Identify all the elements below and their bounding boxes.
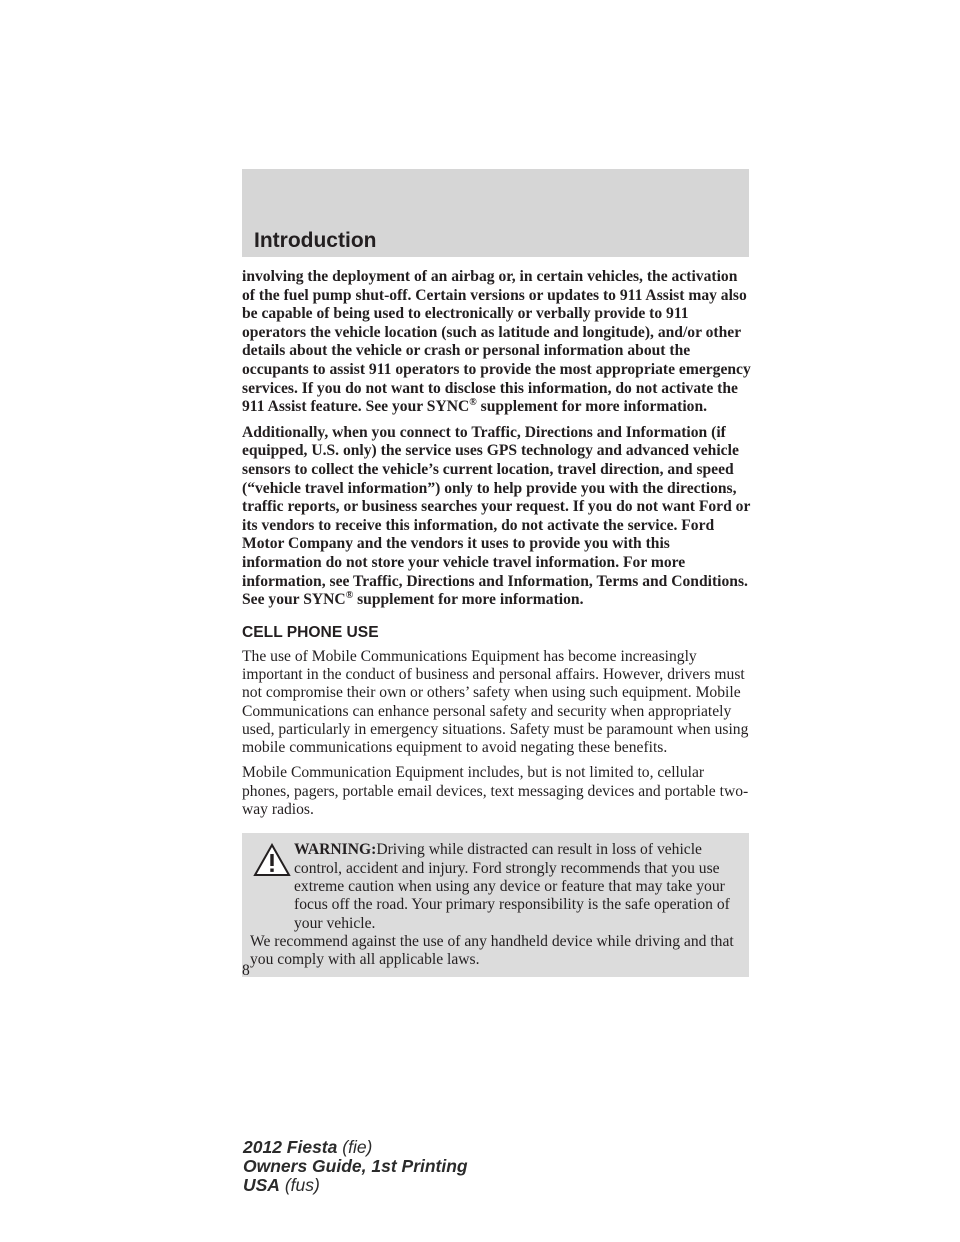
paragraph-mobile-equipment: Mobile Communication Equipment includes, but is not limited to, cellular phones, pagers, portable email devices, text messaging devices and portable two-way radios. xyxy=(242,764,749,819)
section-heading: CELL PHONE USE xyxy=(242,623,379,641)
paragraph-traffic-directions xyxy=(242,424,752,610)
warning-text: Driving while distracted can result in loss of vehicle control, accident and injury. Ford strongly recommends that you use extreme caution when using any device or feature that may take your focus off the road. Your primary responsibility is the safe operation of your vehicle. xyxy=(294,841,730,932)
paragraph-cell-phone-use: The use of Mobile Communications Equipment has become increasingly important in the conduct of business and personal affairs. However, drivers must not compromise their own or others’ safety when using such equipment. Mobile Communications can enhance personal safety and security when appropriately used, particularly in emergency situations. Safety must be paramount when using mobile communications equipment to avoid negating these benefits. xyxy=(242,647,749,757)
footer-model: 2012 Fiesta xyxy=(243,1137,338,1157)
paragraph-text: supplement for more information. xyxy=(480,398,708,416)
footer-market: USA xyxy=(243,1175,280,1195)
page-content xyxy=(242,268,752,977)
warning-label: WARNING: xyxy=(294,841,377,859)
footer-imprint xyxy=(243,1138,468,1195)
registered-mark: ® xyxy=(345,589,354,601)
footer-guide: Owners Guide, 1st Printing xyxy=(243,1156,468,1176)
paragraph-text: supplement for more information. xyxy=(357,591,584,609)
registered-mark: ® xyxy=(469,396,477,408)
footer-market-code: (fus) xyxy=(284,1175,320,1195)
warning-box xyxy=(242,833,749,977)
footer-model-code: (fie) xyxy=(342,1137,373,1157)
paragraph-911-assist xyxy=(242,268,752,417)
warning-text-first xyxy=(242,841,749,932)
paragraph-text: involving the deployment of an airbag or, in certain vehicles, the activation of the fuel pump shut-off. Certain versions or updates to 911 Assist may also be capable of being used to electronically or verbally provide to 911 operators the vehicle location (such as latitude and longitude), and/or other details about the vehicle or crash or personal information about the occupants to assist 911 operators to provide the most appropriate emergency services. If you do not want to disclose this information, do not activate the 911 Assist feature. See your SYNC xyxy=(242,268,751,416)
warning-triangle-icon xyxy=(253,843,291,877)
paragraph-text: Additionally, when you connect to Traffic, Directions and Information (if equipped, U.S. only) the service uses GPS technology and advanced vehicle sensors to collect the vehicle’s current location, travel direction, and speed (“vehicle travel information”) only to help provide you with the directions, traffic reports, or business searches your request. If you do not want Ford or its vendors to receive this information, do not activate the service. Ford Motor Company and the vendors it uses to provide you with this information do not store your vehicle travel information. For more information, see Traffic, Directions and Information, Terms and Conditions. See your SYNC xyxy=(242,423,751,609)
section-title: Introduction xyxy=(254,229,377,252)
page-number: 8 xyxy=(242,962,250,979)
warning-text-second: We recommend against the use of any handheld device while driving and that you comply with all applicable laws. xyxy=(250,932,734,969)
